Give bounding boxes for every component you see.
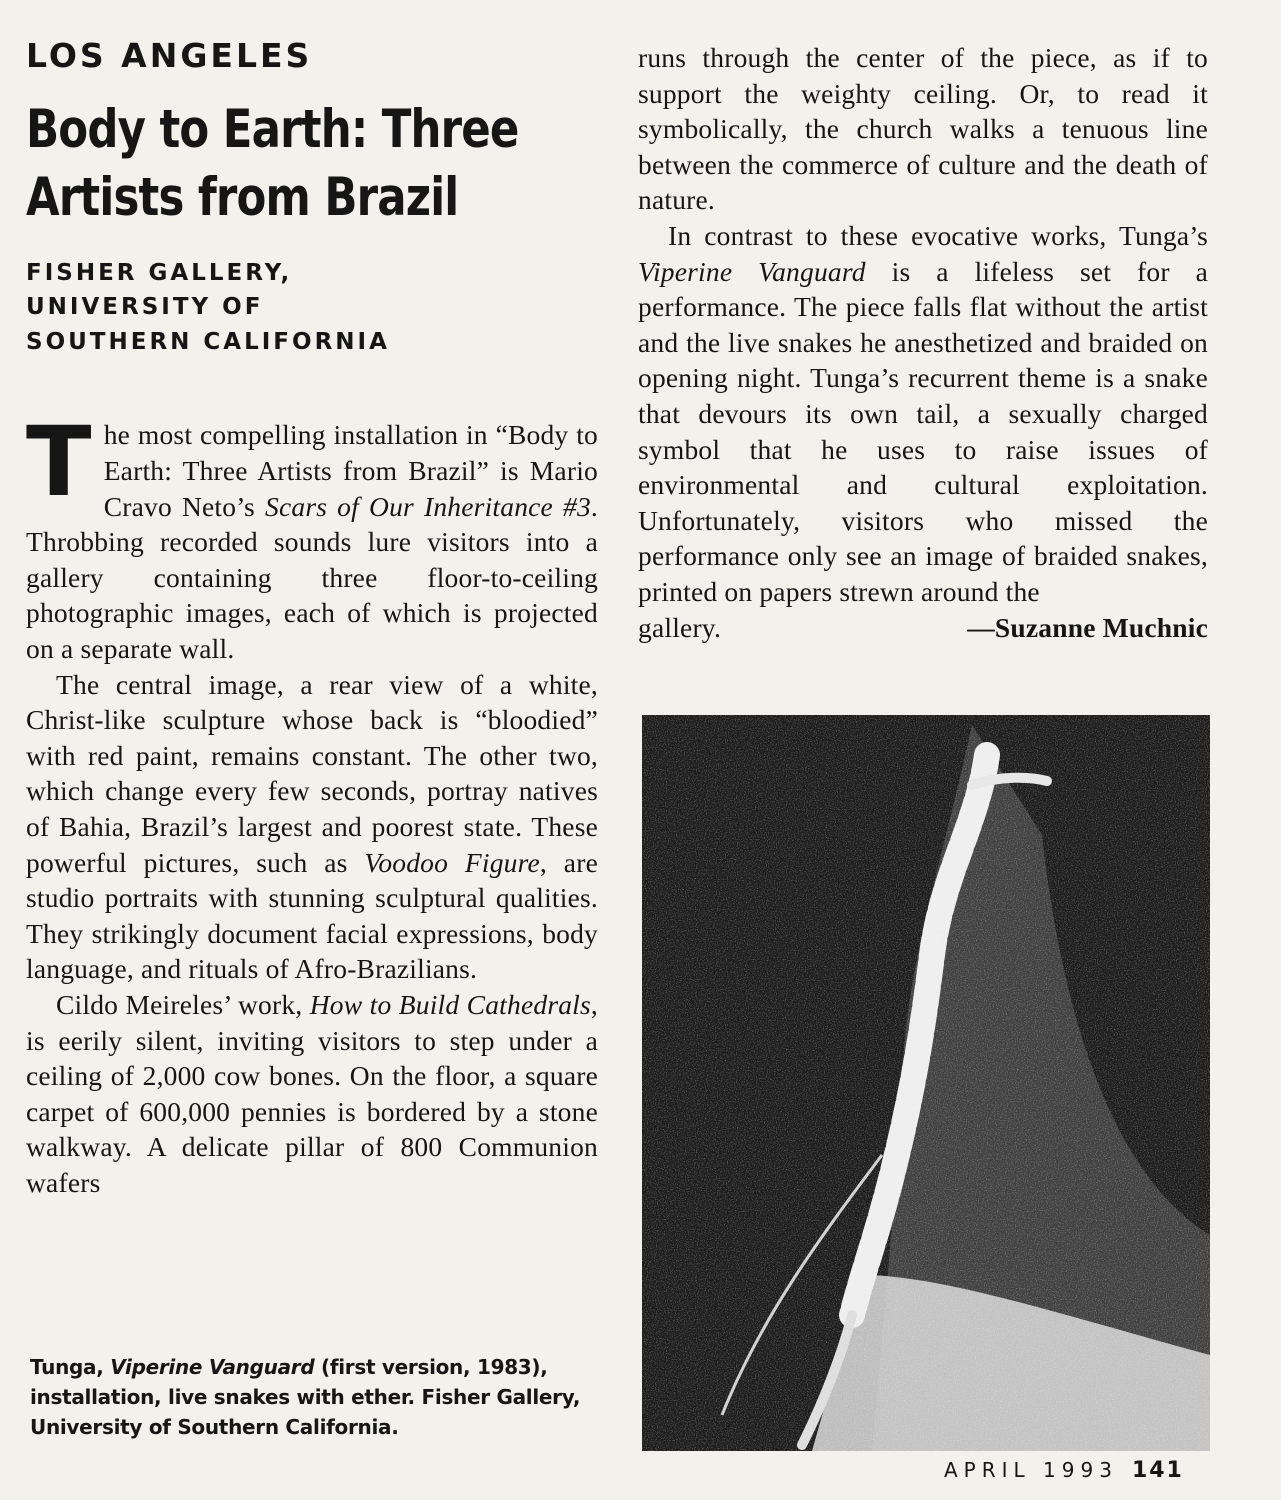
photo-caption bbox=[30, 1352, 602, 1442]
work-title-viperine: Viperine Vanguard bbox=[638, 255, 866, 287]
work-title-scars: Scars of Our Inheritance #3 bbox=[265, 490, 591, 522]
venue-line-1: FISHER GALLERY, bbox=[26, 259, 293, 286]
page-number: 141 bbox=[1131, 1458, 1184, 1483]
paragraph-1 bbox=[26, 406, 598, 666]
page-footer bbox=[944, 1458, 1184, 1483]
venue-line-3: SOUTHERN CALIFORNIA bbox=[26, 328, 390, 355]
p2-text-b: , are studio portraits with stunning sculptural qualities. They strikingly document facial expressions, body language, and rituals of Afro-Brazilians. bbox=[26, 846, 598, 985]
article-headline: Body to Earth: Three Artists from Brazil bbox=[26, 99, 519, 229]
left-column bbox=[26, 38, 598, 1201]
p5-text-a: In contrast to these evocative works, Tunga’s bbox=[668, 219, 1208, 251]
caption-title: Viperine Vanguard bbox=[110, 1355, 315, 1379]
p5-last-word: gallery. bbox=[638, 611, 722, 643]
venue-heading bbox=[26, 256, 626, 360]
paragraph-2 bbox=[26, 667, 598, 987]
closing-line bbox=[638, 610, 1208, 646]
right-column bbox=[638, 40, 1208, 645]
caption-artist: Tunga, bbox=[30, 1355, 111, 1379]
paragraph-4: runs through the center of the piece, as if to support the weighty ceiling. Or, to read it symbolically, the church walks a tenuous line between the commerce of culture and the death of nature. bbox=[638, 42, 1208, 216]
caption-rest: (first version, 1983), installation, live snakes with ether. Fisher Gallery, University of Southern California. bbox=[30, 1355, 581, 1439]
venue-line-2: UNIVERSITY OF bbox=[26, 294, 264, 321]
article-body-left bbox=[26, 406, 598, 1200]
p1-text-a: he most compelling installation in “Body to Earth: Three Artists from Brazil” is Mario Cravo Neto’s bbox=[103, 419, 598, 522]
paragraph-5 bbox=[638, 218, 1208, 610]
paragraph-3 bbox=[26, 987, 598, 1201]
snake-photograph bbox=[642, 715, 1210, 1451]
p3-text-a: Cildo Meireles’ work, bbox=[56, 988, 310, 1020]
work-title-voodoo: Voodoo Figure bbox=[364, 846, 540, 878]
p5-text-b: is a lifeless set for a performance. The piece falls flat without the artist and the live snakes he anesthetized and braided on opening night. Tunga’s recurrent theme is a snake that devours its own tail, a sexually charged symbol that he uses to raise issues of environmental and cultural exploitation. Unfortunately, visitors who missed the performance only see an image of braided snakes, printed on papers strewn around the bbox=[638, 255, 1209, 607]
section-label: LOS ANGELES bbox=[26, 36, 313, 75]
drop-cap: T bbox=[26, 406, 92, 519]
p2-text-a: The central image, a rear view of a white, Christ-like sculpture whose back is “bloodied” with red paint, remains constant. The other two, which change every few seconds, portray natives of Bahia, Brazil’s largest and poorest state. These powerful pictures, such as bbox=[26, 668, 598, 878]
photo-grain bbox=[642, 715, 1210, 1451]
issue-date: APRIL 1993 bbox=[944, 1458, 1118, 1482]
p3-text-b: , is eerily silent, inviting visitors to step under a ceiling of 2,000 cow bones. On the floor, a square carpet of 600,000 pennies is bordered by a stone walkway. A delicate pillar of 800 Communion wafers bbox=[26, 988, 598, 1198]
author-byline: —Suzanne Muchnic bbox=[967, 611, 1208, 643]
work-title-cathedrals: How to Build Cathedrals bbox=[309, 988, 591, 1020]
p1-text-b: . Throbbing recorded sounds lure visitors into a gallery containing three floor-to-ceiling photographic images, each of which is projected on a separate wall. bbox=[26, 490, 598, 665]
